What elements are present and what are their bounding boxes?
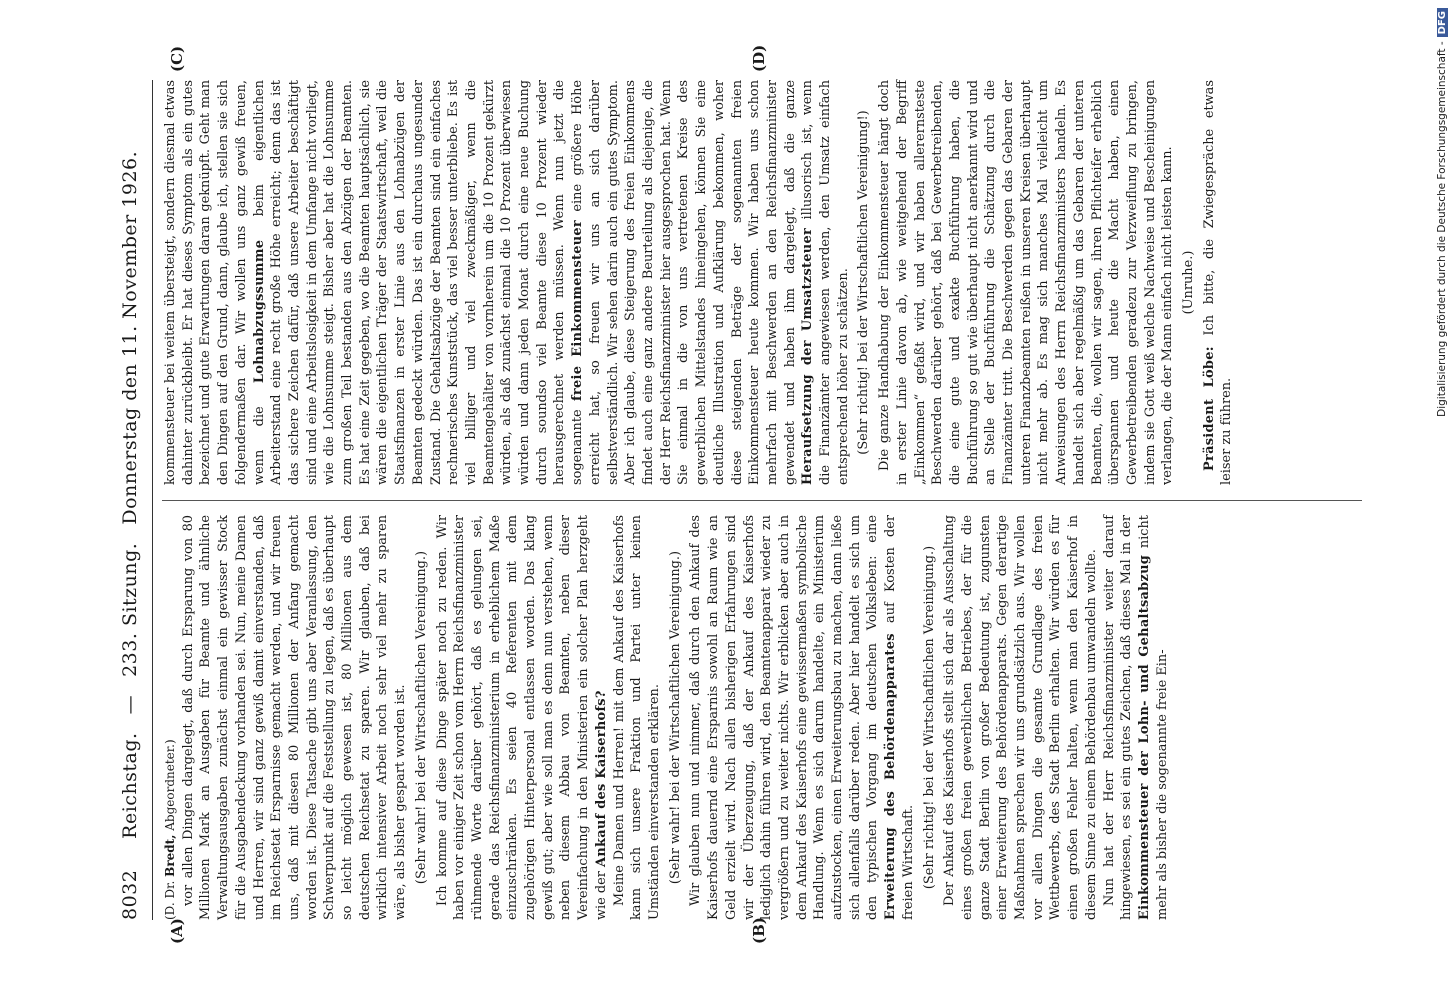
speaker-role: Abgeordneter.) — [163, 739, 177, 831]
header-session: 233. Sitzung. — [119, 542, 141, 677]
interjection: (Sehr richtig! bei der Wirtschaftlichen Vereinigung.) — [921, 545, 937, 890]
interjection: (Sehr wahr! bei der Wirtschaftlichen Vereinigung.) — [667, 550, 683, 885]
margin-marker-b: (B) — [750, 917, 768, 944]
page-header — [110, 80, 150, 920]
bold-term: Erweiterung des Behördenapparates — [883, 633, 899, 920]
header-body: Reichstag. — [119, 732, 141, 839]
paragraph: Die ganze Handhabung der Einkommensteuer hängt doch in erster Linie davon ab, wie weitgehend der Begriff „Einkommen“ gefaßt wird, und wir haben allerernsteste Beschwerden darüber gehört, daß bei Gewerbetreibenden, die eine gute und exakte Buchführung haben, die Buchführung so gut wie überhaupt nicht anerkannt wird und an Stelle der Buchführung die Schätzung durch die Finanzämter tritt. Die Beschwerden gegen das Gebaren der unteren Finanzbeamten reißen in unseren Kreisen überhaupt nicht mehr ab. Es mag sich manches Mal vielleicht um Anweisungen des Herrn Reichsfinanzministers handeln. Es handelt sich aber regelmäßig um das Gebaren der unteren Beamten, die, wollen wir sagen, ihren Pflichteifer erheblich überspannen und heute die Macht haben, einen Gewerbetreibenden geradezu zur Verzweiflung zu bringen, indem sie Gott weiß welche Nachweise und Bescheinigungen verlangen, die der Mann einfach nicht leisten kann. — [877, 80, 1176, 485]
paragraph: Der Ankauf des Kaiserhofs stellt sich dar als Ausschaltung eines großen freien gewerblichen Betriebes, der für die ganze Stadt Berlin von großer Bedeutung ist, zugunsten einer Erweiterung des Behördenapparats. Gegen derartige Maßnahmen sprechen wir uns grundsätzlich aus. Wir wollen vor allen Dingen die gesamte Grundlage des freien Wettbewerbs, des Stadt Berlin erhalten. Wir würden es für einen großen Fehler halten, wenn man den Kaiserhof in diesem Sinne zu einem Behördenbau umwandeln wollte. — [942, 515, 1099, 920]
paragraph: Wir glauben nun und nimmer, daß durch den Ankauf des Kaiserhofs dauernd eine Ersparnis sowohl an Raum wie an Geld erzielt wird. Nach allen bisherigen Erfahrungen sind wir der Überzeugung, daß der Ankauf des Kaiserhofs lediglich dahin führen wird, den Beamtenapparat wieder zu vergrößern und zu weiter nichts. Wir erblicken aber auch in dem Ankauf des Kaiserhofs eine gewissermaßen symbolische Handlung. Wenn es sich darum handelte, ein Ministerium aufzustocken, einen Erweiterungsbau zu machen, dann ließe sich allenfalls darüber reden. Aber hier handelt es sich um den typischen Vorgang im deutschen Volksleben: eine Erweiterung des Behördenapparates auf Kosten der freien Wirtschaft. — [688, 515, 916, 920]
document-page — [110, 44, 1390, 950]
dfg-logo: DFG — [1437, 8, 1448, 37]
interjection: (Sehr wahr! bei der Wirtschaftlichen Vereinigung.) — [413, 550, 429, 885]
interjection: (Unruhe.) — [1181, 250, 1197, 315]
margin-marker-d: (D) — [750, 44, 768, 72]
bold-term: Lohnabzugssumme — [251, 239, 267, 384]
president-statement: Präsident Löbe: Ich bitte, die Zwiegespräche etwas leiser zu führen. — [1201, 80, 1235, 485]
bold-term: Einkommensteuer der Lohn- und Gehaltsabzug — [1136, 554, 1152, 920]
header-rule — [152, 80, 153, 920]
paragraph: vor allen Dingen dargelegt, daß durch Ersparung von 80 Millionen Mark an Ausgaben für Beamte und ähnliche Verwaltungsausgaben zunächst einmal ein gewisser Stock für die Ausgabendeckung vorhanden sei. Nun, meine Damen und Herren, wir sind ganz gewiß damit einverstanden, daß im Reichsetat Ersparnisse gemacht werden, und wir freuen uns, daß mit diesen 80 Millionen der Anfang gemacht worden ist. Diese Tatsache gibt uns aber Veranlassung, den Schwerpunkt auf die Feststellung zu legen, daß es überhaupt so leicht möglich gewesen ist, 80 Millionen aus dem deutschen Reichsetat zu sparen. Wir glauben, daß bei wirklich intensiver Arbeit noch sehr viel mehr zu sparen wäre, als bisher gespart worden ist. — [180, 515, 409, 920]
bold-term: Ankauf des Kaiserhofs? — [593, 690, 609, 867]
sidebar-credit: Digitalisierung gefördert durch die Deutsche Forschungsgemeinschaft - — [1436, 41, 1448, 417]
column-divider — [162, 500, 1362, 501]
paragraph: Meine Damen und Herren! mit dem Ankauf des Kaiserhofs kann sich unsere Fraktion und Partei unter keinen Umständen einverstanden erklären. — [611, 515, 662, 920]
paragraph: kommensteuer bei weitem übersteigt, sondern diesmal etwas dahinter zurückbleibt. Er hat dieses Symptom als ein gutes bezeichnet und gute Erwartungen daran geknüpft. Geht man den Dingen auf den Grund, dann, glaube ich, stellen sie sich folgendermaßen dar. Wir wollen uns ganz gewiß freuen, wenn die Lohnabzugssumme beim eigentlichen Arbeiterstand eine recht große Höhe erreicht; denn das ist das sichere Zeichen dafür, daß unsere Arbeiter beschäftigt sind und eine Arbeitslosigkeit in dem Umfange nicht vorliegt, wie die Lohnsumme steigt. Bisher aber hat die Lohnsumme zum großen Teil bestanden aus den Abzügen der Beamten. Es hat eine Zeit gegeben, wo die Beamten hauptsächlich, sie wären die eigentlichen Träger der Staatswirtschaft, weil die Staatsfinanzen in erster Linie aus den Lohnabzügen der Beamten gedeckt würden. Das ist ein durchaus ungesunder Zustand. Die Gehaltsabzüge der Beamten sind ein einfaches rechnerisches Kunststück, das viel besser unterbliebe. Es ist viel billiger und viel zweckmäßiger, wenn die Beamtengehälter von vornherein um die 10 Prozent gekürzt würden, als daß zunächst einmal die 10 Prozent überwiesen würden und dann jeden Monat durch eine neue Buchung durch soundso viel Beamte diese 10 Prozent wieder herausgerechnet werden müssen. Wenn nun jetzt die sogenannte freie Einkommensteuer eine größere Höhe erreicht hat, so freuen wir uns an sich darüber selbstverständlich. Wir sehen darin auch ein gutes Symptom. Aber ich glaube, diese Steigerung des freien Einkommens findet auch eine ganz andere Beurteilung als diejenige, die der Herr Reichsfinanzminister hier ausgesprochen hat. Wenn Sie einmal in die von uns vertretenen Kreise des gewerblichen Mittelstandes hineingehen, können Sie eine deutliche Illustration und Aufklärung bekommen, woher diese steigenden Beträge der sogenannten freien Einkommensteuer heute kommen. Wir haben uns schon mehrfach mit Beschwerden an den Reichsfinanzminister gewendet und haben ihm dargelegt, daß die ganze Heraufsetzung der Umsatzsteuer illusorisch ist, wenn die Finanzämter angewiesen werden, den Umsatz einfach entsprechend höher zu schätzen. — [163, 80, 851, 485]
header-date: Donnerstag den 11. November 1926. — [119, 150, 141, 525]
interjection: (Sehr richtig! bei der Wirtschaftlichen Vereinigung!) — [856, 110, 872, 455]
paragraph: Ich komme auf diese Dinge später noch zu reden. Wir haben vor einiger Zeit schon vom Herrn Reichsfinanzminister rühmende Worte darüber gehört, daß es gelungen sei, gerade das Reichsfinanzministerium in erheblichem Maße einzuschränken. Es seien 40 Referenten mit dem zugehörigen Hinterpersonal entlassen worden. Das klang gewiß gut; aber wie soll man es denn nun verstehen, wenn neben diesem Abbau von Beamten, neben dieser Vereinfachung in den Ministerien ein solcher Plan herzgeht wie der Ankauf des Kaiserhofs? — [434, 515, 609, 920]
bold-term: freie Einkommensteuer — [570, 219, 586, 401]
right-column — [162, 80, 1362, 485]
speaker-line — [162, 515, 180, 920]
paragraph: Nun hat der Herr Reichsfinanzminister weiter darauf hingewiesen, es sei ein gutes Zeichen, daß dieses Mal in der Einkommensteuer der Lohn- und Gehaltsabzug nicht mehr als bisher die sogenannte freie Ein- — [1101, 515, 1170, 920]
speaker-prefix: (D. Dr. — [163, 880, 177, 920]
page-number: 8032 — [119, 869, 141, 920]
speaker-name: Bredt, — [163, 834, 177, 877]
header-dash: — — [119, 694, 141, 715]
digitization-sidebar — [1412, 8, 1448, 998]
left-column — [162, 515, 1362, 920]
margin-marker-c: (C) — [168, 45, 186, 72]
sidebar-text-row — [1432, 8, 1452, 998]
header-center — [119, 151, 141, 839]
margin-marker-a: (A) — [168, 918, 186, 944]
president-name: Präsident Löbe: — [1201, 346, 1217, 471]
bold-term: Heraufsetzung der Umsatzsteuer — [800, 227, 816, 485]
